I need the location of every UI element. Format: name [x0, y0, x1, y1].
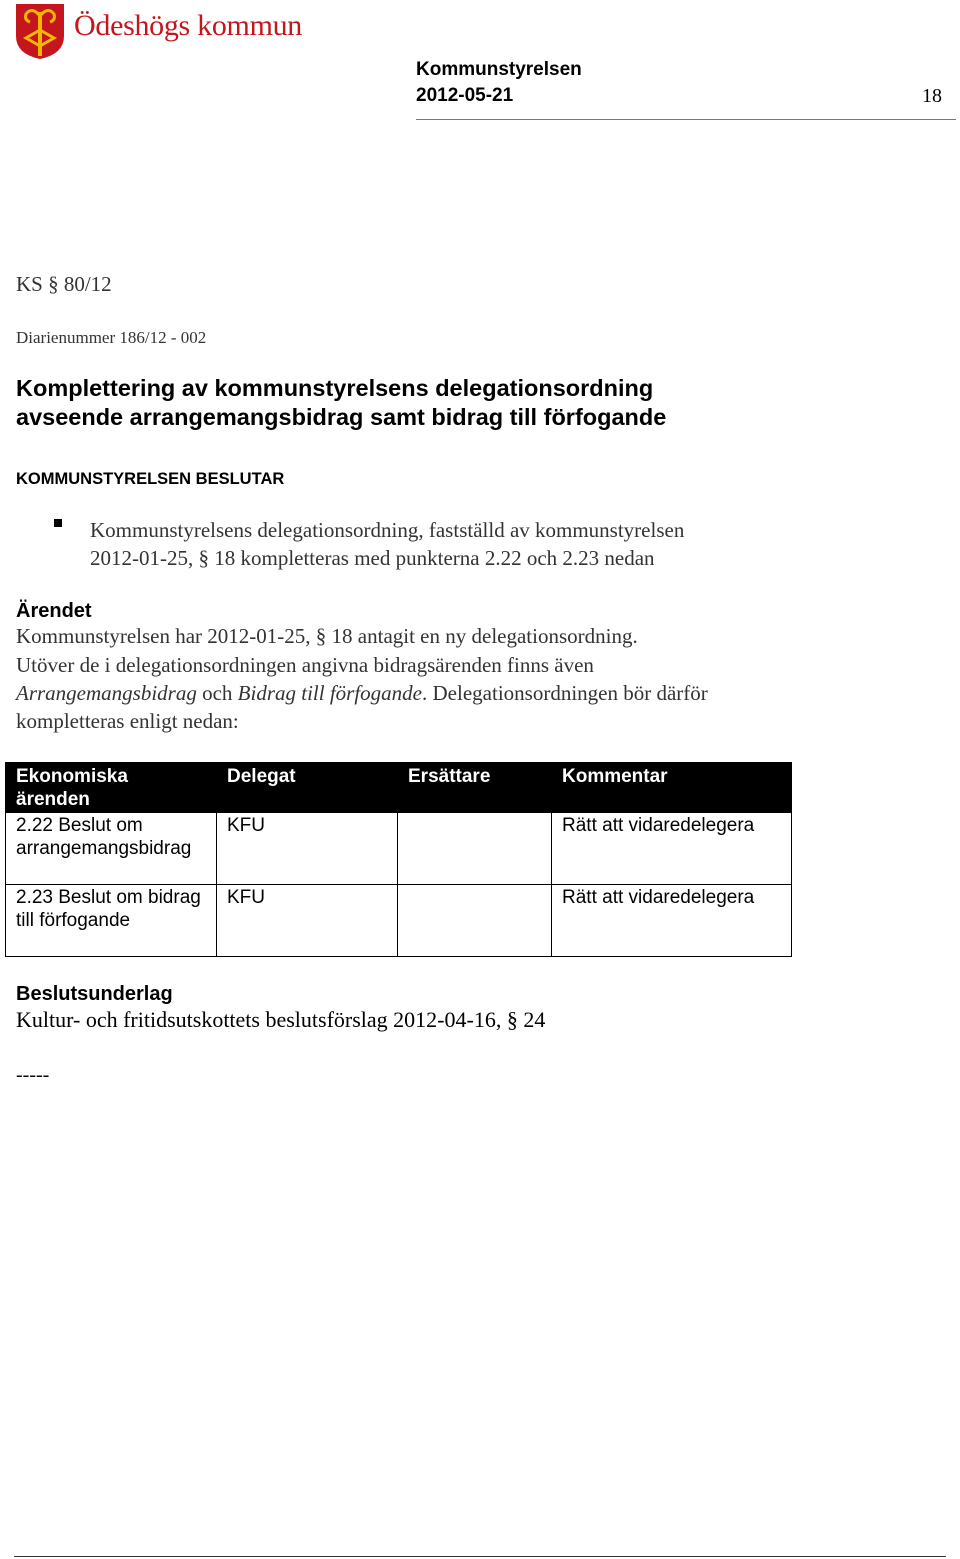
table-row [6, 885, 792, 957]
table-cell: 2.22 Beslut om arrangemangsbidrag [6, 813, 217, 885]
arendet-line-3 [16, 681, 708, 706]
beslutsunderlag-heading: Beslutsunderlag [16, 983, 173, 1005]
arendet-connector: och [196, 681, 238, 705]
arendet-line-2: Utöver de i delegationsordningen angivna bidragsärenden finns även [16, 653, 594, 677]
document-title-line-2: avseende arrangemangsbidrag samt bidrag till förfogande [16, 404, 667, 430]
arendet-line-1: Kommunstyrelsen har 2012-01-25, § 18 antagit en ny delegationsordning. [16, 624, 638, 648]
column-header: Ersättare [398, 763, 552, 813]
municipality-name: Ödeshögs kommun [74, 9, 303, 42]
table-cell: Rätt att vidaredelegera [552, 885, 792, 957]
arendet-italic-term-2: Bidrag till förfogande [237, 681, 423, 705]
header-divider [416, 119, 956, 120]
end-marker: ----- [16, 1064, 50, 1086]
delegation-table [5, 762, 792, 957]
arendet-line-3-rest: . Delegationsordningen bör därför [422, 681, 708, 705]
table-cell [398, 813, 552, 885]
decision-bullet-line-1: Kommunstyrelsens delegationsordning, fastställd av kommunstyrelsen [90, 518, 685, 542]
decision-heading: KOMMUNSTYRELSEN BESLUTAR [16, 470, 285, 488]
table-header-row [6, 763, 792, 813]
header-date: 2012-05-21 [416, 85, 514, 106]
column-header: Delegat [217, 763, 398, 813]
column-header: Ekonomiska ärenden [6, 763, 217, 813]
table-cell: 2.23 Beslut om bidrag till förfogande [6, 885, 217, 957]
page-number: 18 [922, 85, 942, 107]
footer-divider [14, 1556, 946, 1557]
decision-bullet-line-2: 2012-01-25, § 18 kompletteras med punkterna 2.22 och 2.23 nedan [90, 546, 655, 570]
table-cell: Rätt att vidaredelegera [552, 813, 792, 885]
column-header: Kommentar [552, 763, 792, 813]
table-cell: KFU [217, 813, 398, 885]
case-number: KS § 80/12 [16, 272, 112, 296]
table-row [6, 813, 792, 885]
arendet-line-4: kompletteras enligt nedan: [16, 709, 239, 733]
document-title-line-1: Komplettering av kommunstyrelsens delegationsordning [16, 375, 654, 401]
table-cell: KFU [217, 885, 398, 957]
beslutsunderlag-line: Kultur- och fritidsutskottets beslutsförslag 2012-04-16, § 24 [16, 1007, 546, 1032]
municipality-coat-of-arms-icon [14, 2, 66, 60]
bullet-square-icon [54, 519, 62, 527]
arendet-heading: Ärendet [16, 600, 92, 622]
header-body-name: Kommunstyrelsen [416, 59, 582, 80]
table-cell [398, 885, 552, 957]
arendet-italic-term-1: Arrangemangsbidrag [16, 681, 197, 705]
diarienummer: Diarienummer 186/12 - 002 [16, 328, 207, 347]
